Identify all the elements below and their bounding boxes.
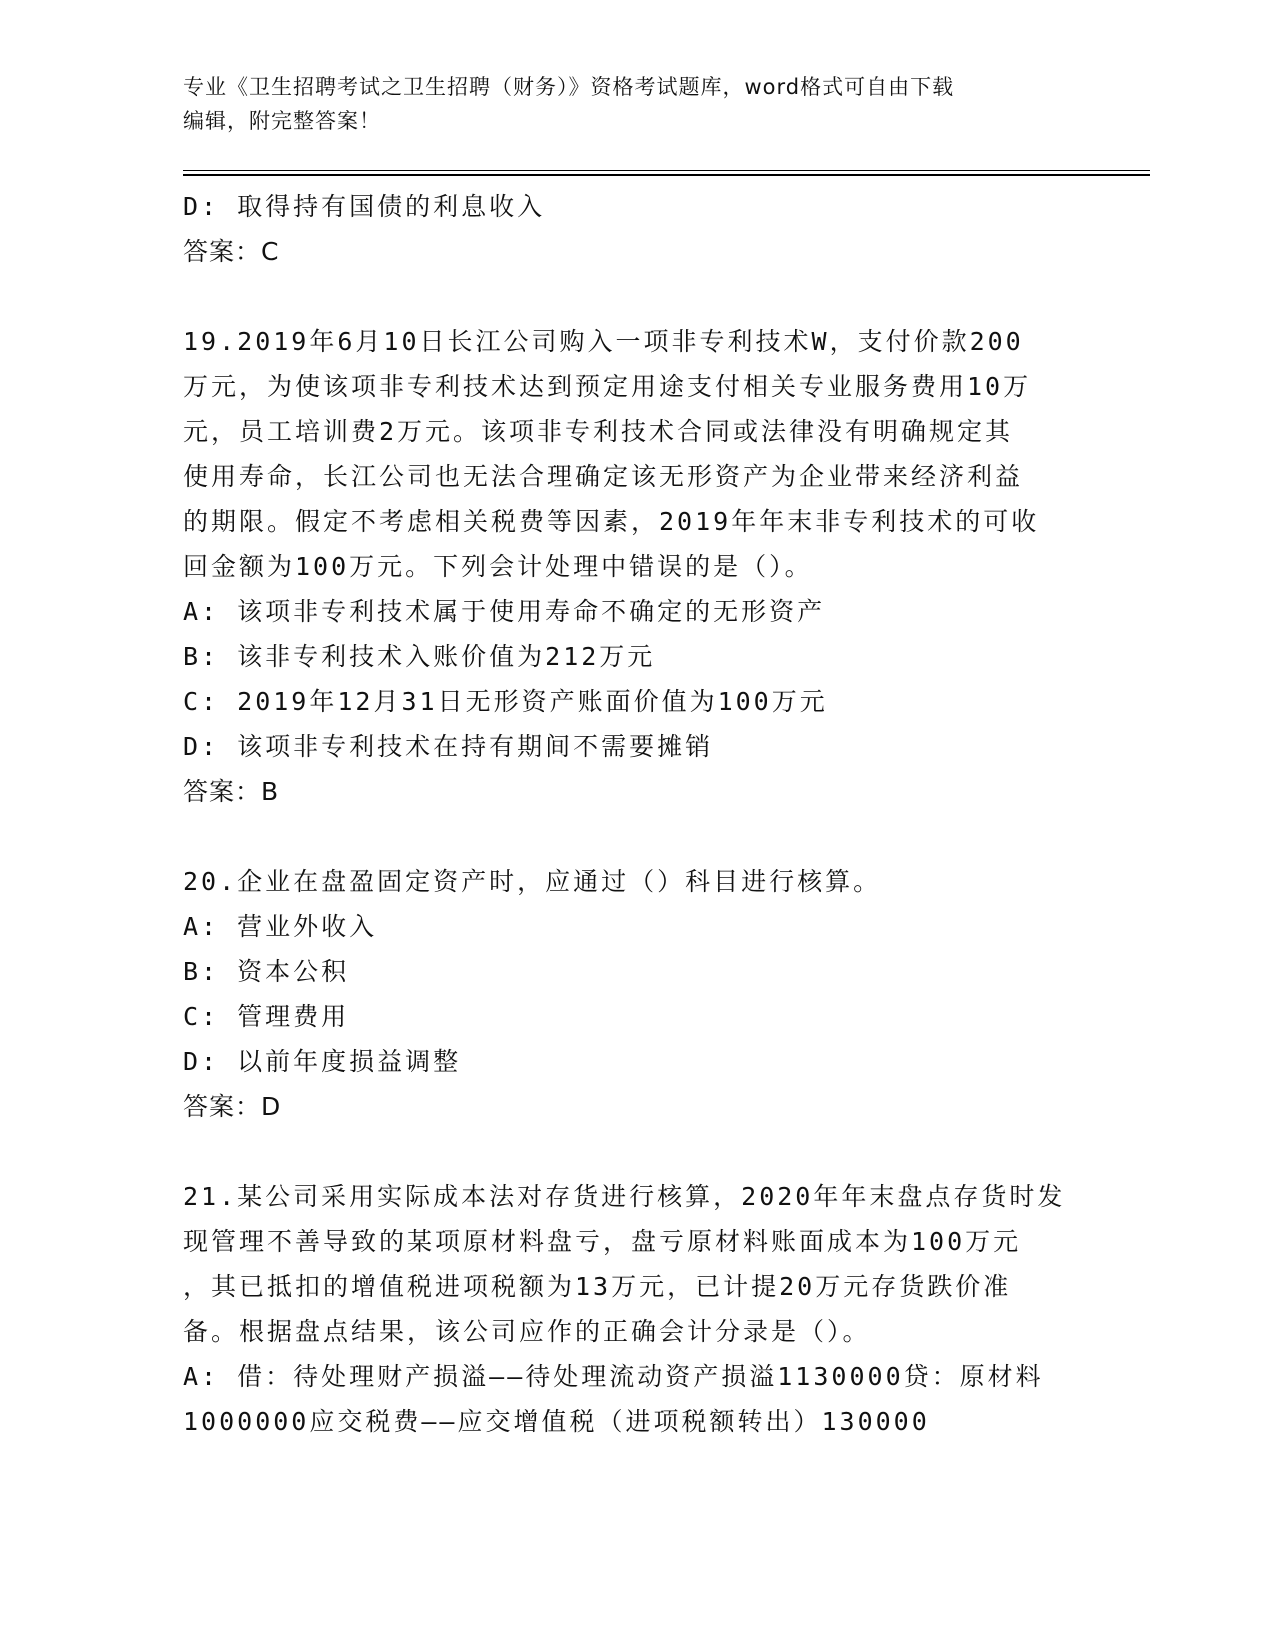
q19-option-b: B: 该非专利技术入账价值为212万元	[183, 642, 656, 671]
q21-line: 现管理不善导致的某项原材料盘亏，盘亏原材料账面成本为100万元	[183, 1227, 1022, 1256]
spacer	[183, 1129, 1083, 1174]
q20-answer: 答案：D	[183, 1092, 282, 1121]
q19-answer: 答案：B	[183, 777, 280, 806]
q19-line: 使用寿命，长江公司也无法合理确定该无形资产为企业带来经济利益	[183, 462, 1024, 491]
q20-option-b: B: 资本公积	[183, 957, 350, 986]
q19-option-a: A: 该项非专利技术属于使用寿命不确定的无形资产	[183, 597, 826, 626]
q20-question: 20.企业在盘盈固定资产时，应通过（）科目进行核算。	[183, 867, 882, 896]
q19-option-d: D: 该项非专利技术在持有期间不需要摊销	[183, 732, 714, 761]
question-21	[183, 1174, 1083, 1444]
q19-line: 19.2019年6月10日长江公司购入一项非专利技术W，支付价款200	[183, 327, 1024, 356]
q19-line: 元，员工培训费2万元。该项非专利技术合同或法律没有明确规定其	[183, 417, 1014, 446]
q18-option-d: D: 取得持有国债的利息收入	[183, 192, 546, 221]
q21-option-a-line-1: A: 借：待处理财产损溢——待处理流动资产损溢1130000贷：原材料	[183, 1362, 1044, 1391]
header-line-2: 编辑，附完整答案！	[183, 109, 381, 133]
q20-option-a: A: 营业外收入	[183, 912, 378, 941]
q19-line: 回金额为100万元。下列会计处理中错误的是（）。	[183, 552, 813, 581]
q19-line: 的期限。假定不考虑相关税费等因素，2019年年末非专利技术的可收	[183, 507, 1040, 536]
document-body	[183, 184, 1083, 1444]
q21-line: 备。根据盘点结果，该公司应作的正确会计分录是（）。	[183, 1317, 871, 1346]
q19-option-c: C: 2019年12月31日无形资产账面价值为100万元	[183, 687, 828, 716]
q20-option-c: C: 管理费用	[183, 1002, 350, 1031]
document-header	[183, 70, 1063, 138]
q19-line: 万元，为使该项非专利技术达到预定用途支付相关专业服务费用10万	[183, 372, 1032, 401]
q21-line: ，其已抵扣的增值税进项税额为13万元，已计提20万元存货跌价准	[183, 1272, 1012, 1301]
q18-answer: 答案：C	[183, 237, 280, 266]
question-19	[183, 319, 1083, 814]
header-divider-thin	[183, 170, 1150, 171]
question-20	[183, 859, 1083, 1129]
q21-line: 21.某公司采用实际成本法对存货进行核算，2020年年末盘点存货时发	[183, 1182, 1066, 1211]
q21-option-a-line-2: 1000000应交税费——应交增值税（进项税额转出）130000	[183, 1407, 930, 1436]
spacer	[183, 274, 1083, 319]
q20-option-d: D: 以前年度损益调整	[183, 1047, 462, 1076]
spacer	[183, 814, 1083, 859]
header-divider-thick	[183, 174, 1150, 176]
header-line-1: 专业《卫生招聘考试之卫生招聘（财务）》资格考试题库，word格式可自由下载	[183, 75, 955, 99]
